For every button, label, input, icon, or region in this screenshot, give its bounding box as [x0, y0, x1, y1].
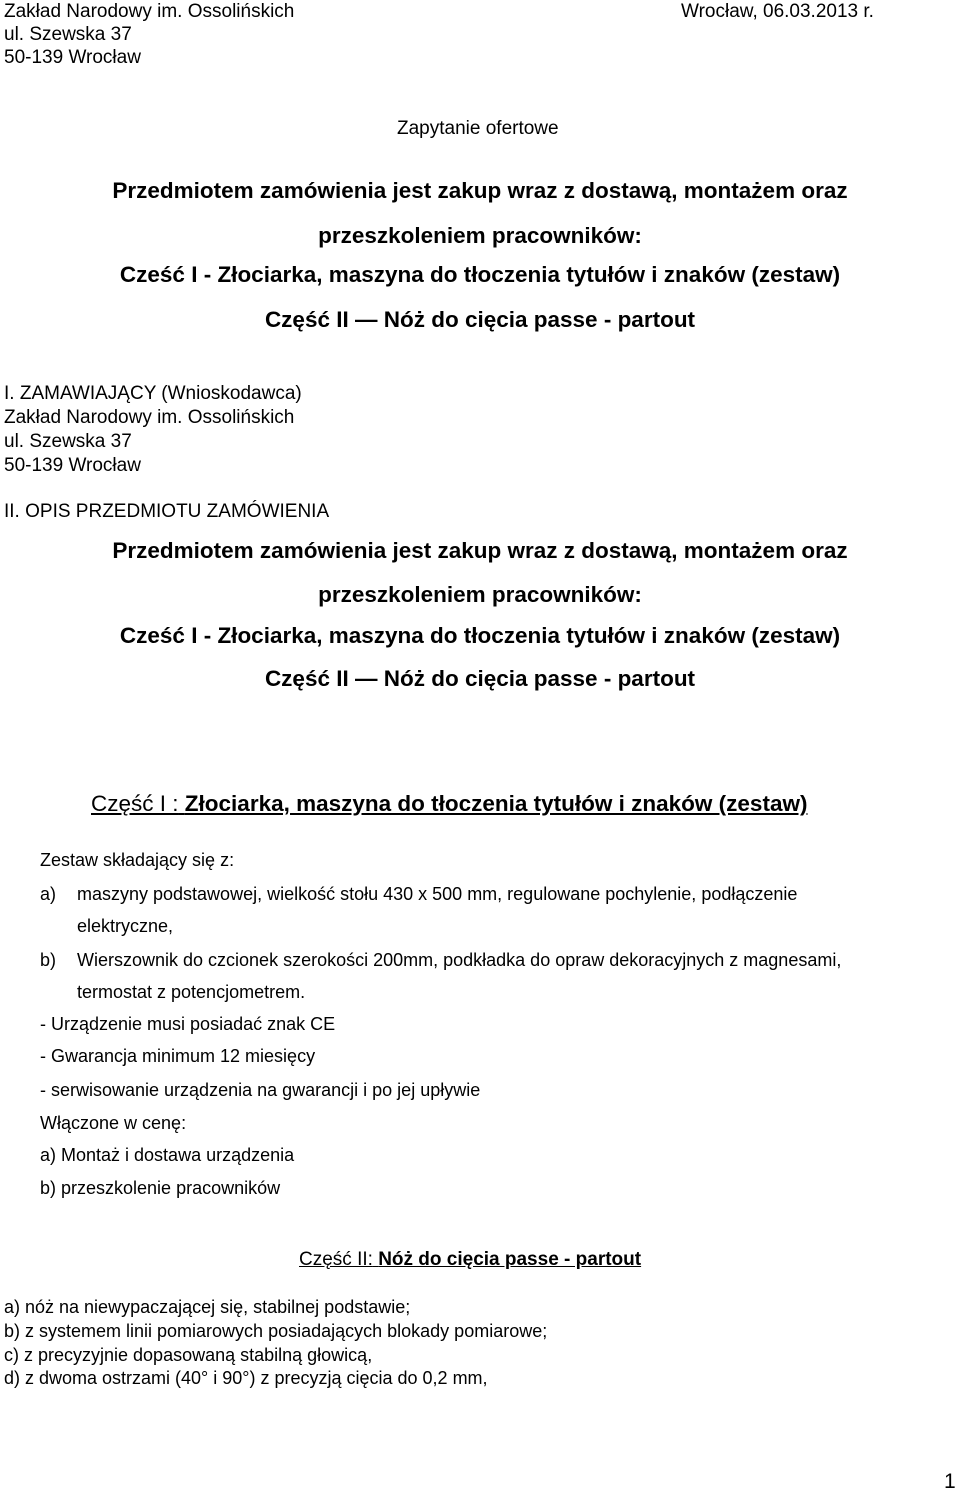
part-1-included-b: b) przeszkolenie pracowników	[40, 1178, 281, 1198]
part-1-requirement-warranty: - Gwarancja minimum 12 miesięcy	[40, 1046, 316, 1066]
header-date: Wrocław, 06.03.2013 r.	[681, 1, 874, 22]
header-city: 50-139 Wrocław	[4, 47, 141, 68]
document-title: Zapytanie ofertowe	[397, 118, 559, 139]
subject-line-2: przeszkoleniem pracowników:	[318, 223, 642, 248]
part-1-requirement-service: - serwisowanie urządzenia na gwarancji i po jej upływie	[40, 1080, 481, 1100]
page-number: 1	[944, 1470, 956, 1493]
part-2-heading-prefix: Część II:	[299, 1249, 373, 1270]
part-1-item-b-line-1: Wierszownik do czcionek szerokości 200mm, podkładka do opraw dekoracyjnych z magnesami,	[77, 950, 842, 970]
header-street: ul. Szewska 37	[4, 24, 132, 45]
section-1-line-3: 50-139 Wrocław	[4, 455, 141, 476]
part-2-item-d: d) z dwoma ostrzami (40° i 90°) z precyzją cięcia do 0,2 mm,	[4, 1368, 488, 1388]
part-2-item-b: b) z systemem linii pomiarowych posiadających blokady pomiarowe;	[4, 1321, 548, 1341]
part-1-heading	[91, 791, 807, 817]
section-1-line-2: ul. Szewska 37	[4, 431, 132, 452]
subject-line-1: Przedmiotem zamówienia jest zakup wraz z dostawą, montażem oraz	[112, 178, 848, 203]
section-2-line-1: Przedmiotem zamówienia jest zakup wraz z dostawą, montażem oraz	[112, 538, 848, 563]
subject-line-3: Cześć I - Złociarka, maszyna do tłoczenia tytułów i znaków (zestaw)	[119, 262, 841, 287]
part-1-heading-prefix: Część I :	[91, 791, 179, 816]
section-2-line-2: przeszkoleniem pracowników:	[318, 582, 642, 607]
part-1-included-title: Włączone w cenę:	[40, 1113, 187, 1133]
part-1-intro: Zestaw składający się z:	[40, 850, 235, 870]
part-1-item-b-marker: b)	[40, 950, 57, 970]
header-institution: Zakład Narodowy im. Ossolińskich	[4, 1, 295, 22]
part-2-item-a: a) nóż na niewypaczającej się, stabilnej podstawie;	[4, 1297, 411, 1317]
part-1-included-a: a) Montaż i dostawa urządzenia	[40, 1145, 295, 1165]
part-1-item-a-marker: a)	[40, 884, 57, 904]
part-1-item-a-line-1: maszyny podstawowej, wielkość stołu 430 x 500 mm, regulowane pochylenie, podłączenie	[77, 884, 798, 904]
section-1-title: I. ZAMAWIAJĄCY (Wnioskodawca)	[4, 383, 302, 404]
section-2-line-4: Część II — Nóż do cięcia passe - partout	[264, 666, 696, 691]
part-2-item-c: c) z precyzyjnie dopasowaną stabilną głowicą,	[4, 1345, 373, 1365]
section-2-line-3: Cześć I - Złociarka, maszyna do tłoczenia tytułów i znaków (zestaw)	[119, 623, 841, 648]
section-2-title: II. OPIS PRZEDMIOTU ZAMÓWIENIA	[4, 501, 330, 522]
part-2-heading-title: Nóż do cięcia passe - partout	[378, 1249, 642, 1270]
part-1-item-a-line-2: elektryczne,	[77, 916, 174, 936]
part-1-heading-title: Złociarka, maszyna do tłoczenia tytułów i znaków (zestaw)	[184, 791, 808, 816]
part-1-requirement-ce: - Urządzenie musi posiadać znak CE	[40, 1014, 336, 1034]
subject-line-4: Część II — Nóż do cięcia passe - partout	[264, 307, 696, 332]
part-1-item-b-line-2: termostat z potencjometrem.	[77, 982, 306, 1002]
part-2-heading	[299, 1249, 641, 1271]
section-1-line-1: Zakład Narodowy im. Ossolińskich	[4, 407, 295, 428]
